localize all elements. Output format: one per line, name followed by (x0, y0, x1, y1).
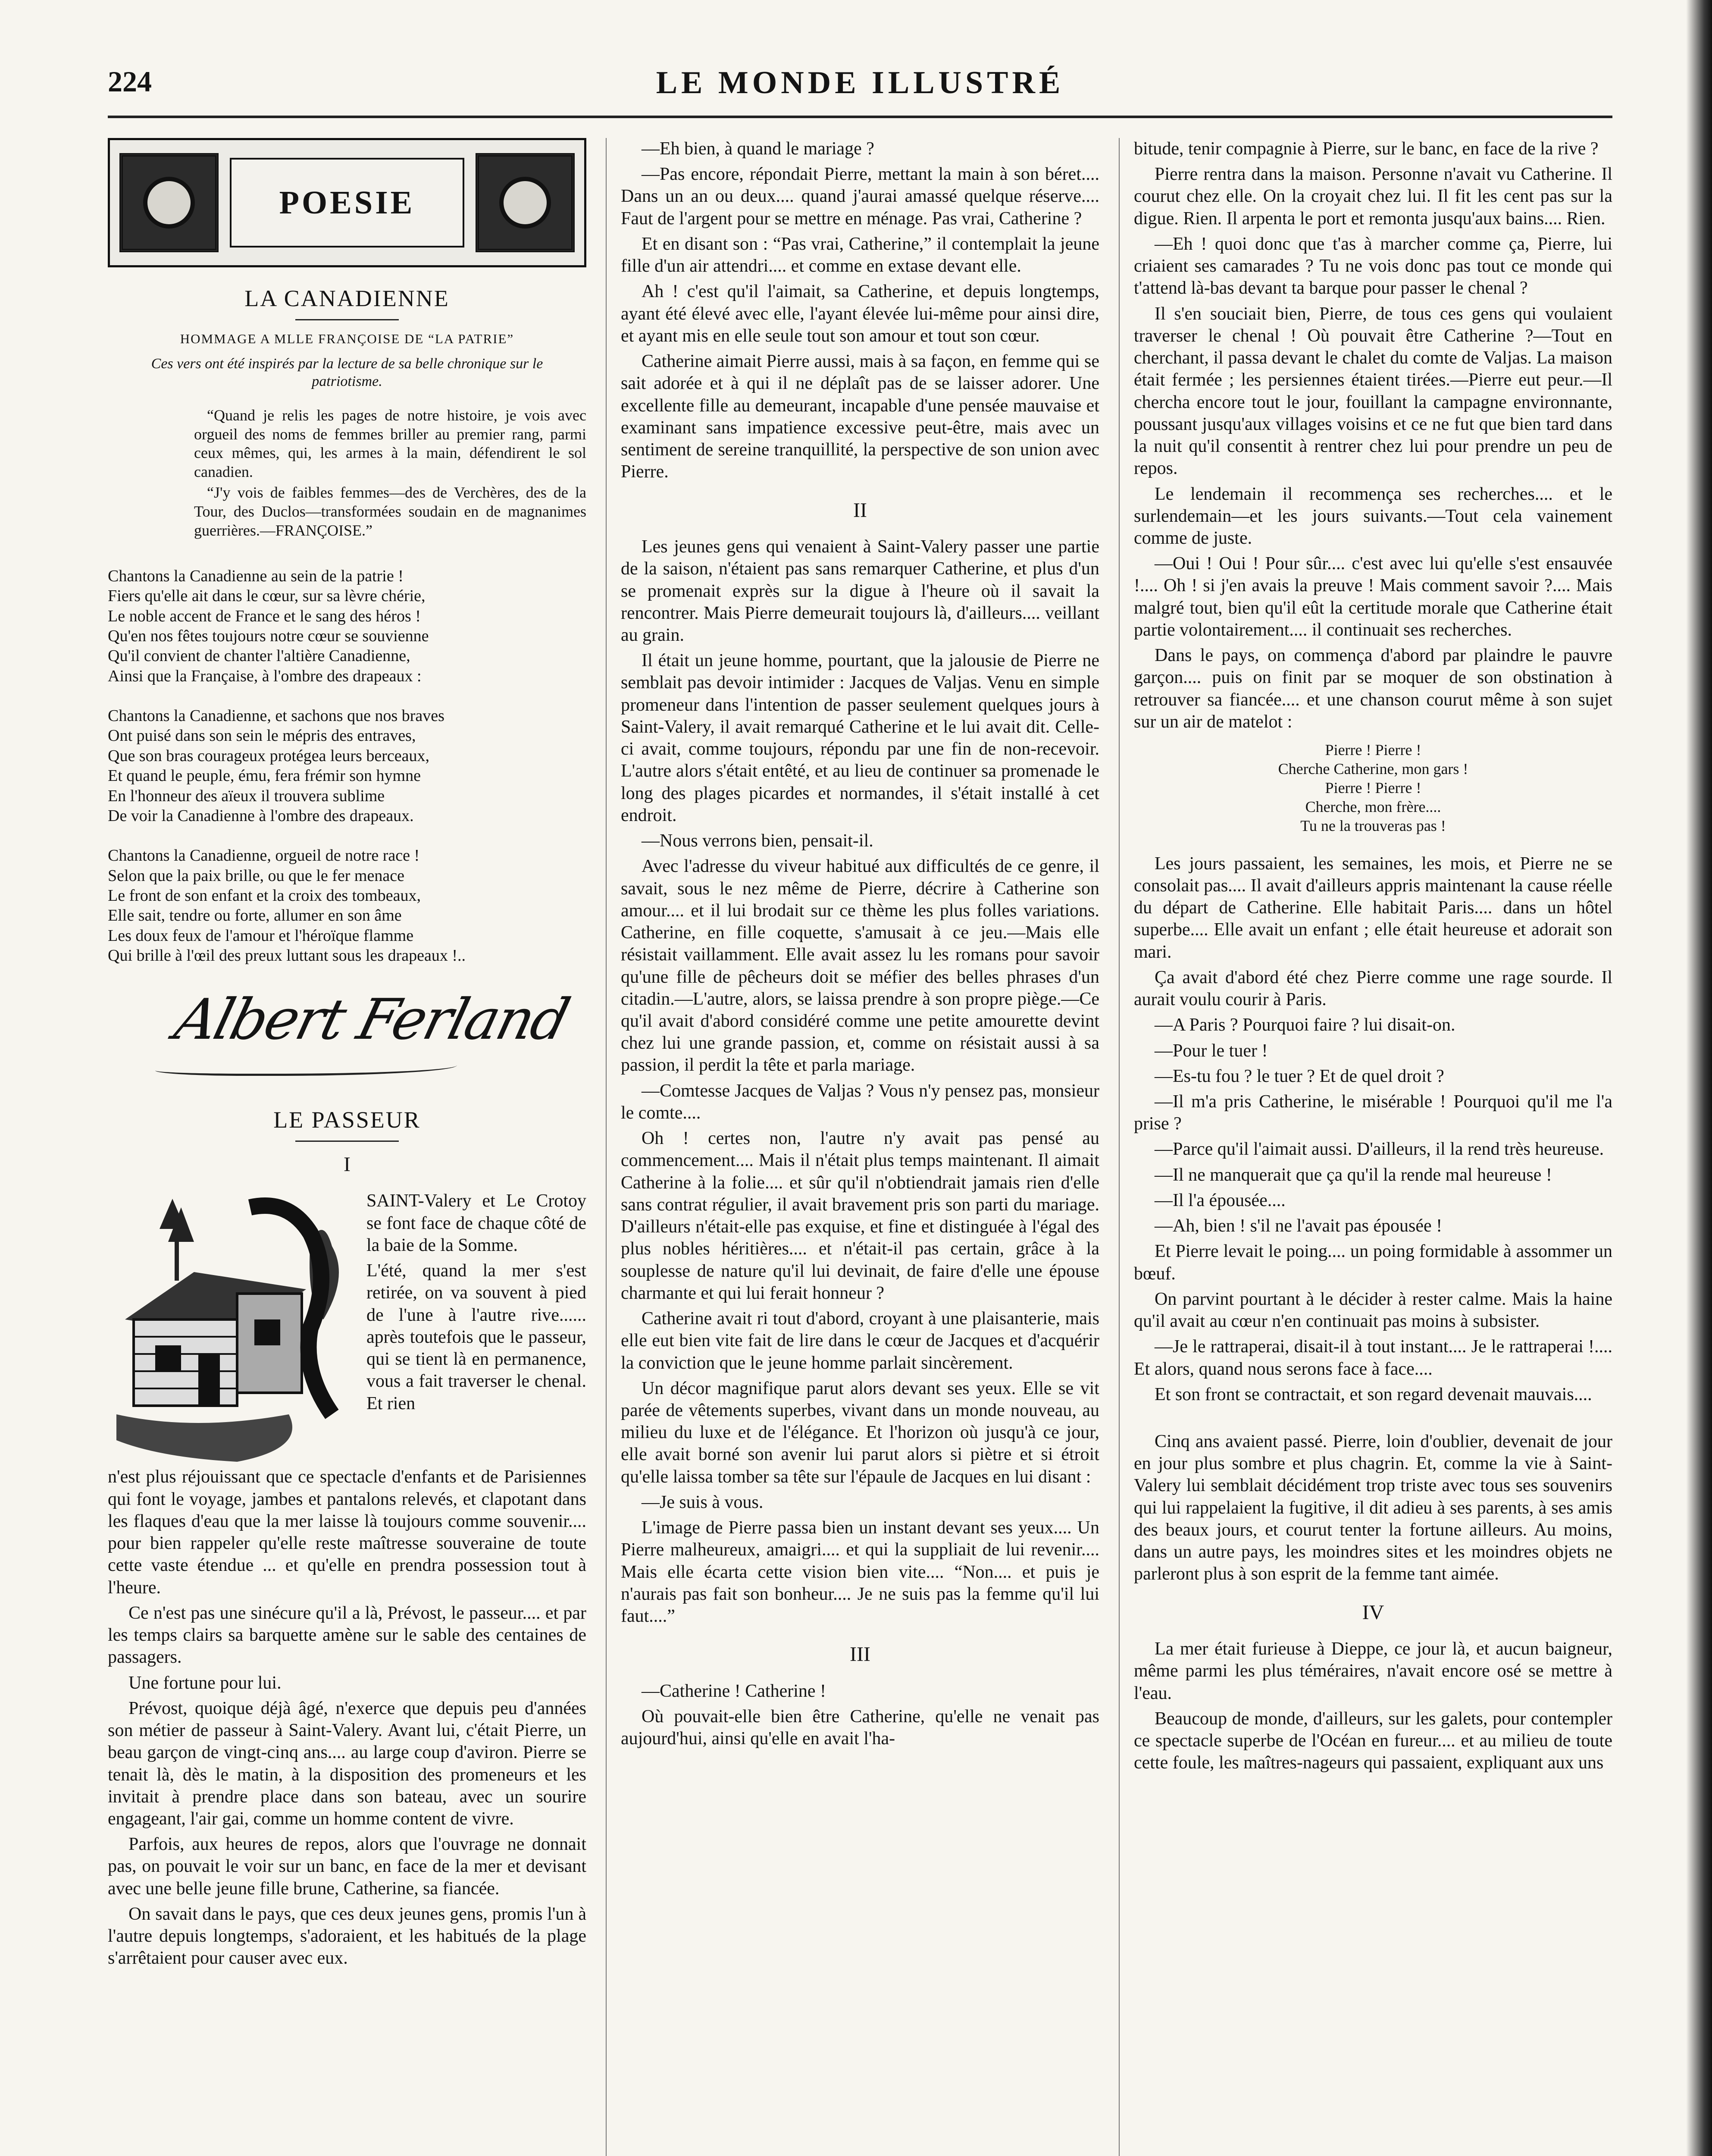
paragraph: —Ah, bien ! s'il ne l'avait pas épousée ! (1155, 1216, 1443, 1236)
verse-line: Qu'en nos fêtes toujours notre cœur se souvienne (108, 627, 429, 646)
verse-line: Fiers qu'elle ait dans le cœur, sur sa lèvre chérie, (108, 587, 426, 605)
verse-line: Et quand le peuple, ému, fera frémir son hymne (108, 767, 421, 785)
paragraph: —Pour le tuer ! (1155, 1040, 1268, 1061)
verse-line: Le noble accent de France et le sang des héros ! (108, 607, 421, 625)
drop-cap-row (108, 1190, 586, 1466)
verse-line: Chantons la Canadienne au sein de la patrie ! (108, 567, 404, 585)
poem-stanza-3 (108, 846, 586, 965)
header-rule (108, 116, 1612, 118)
paragraph: Oh ! certes non, l'autre n'y avait pas pensé au commencement.... Mais il n'était plus temps maintenant. Il aimait Catherine à la folie.... et sûr qu'il n'obtiendrait jamais rien d'elle sans contrat régulier, il avait bravement pris son parti du mariage. D'ailleurs n'était-elle pas exquise, et fine et distinguée à l'égal des plus nobles héritières.... et n'était-il pas certain, grâce à la souplesse de nature qu'il lui devinait, de faire d'elle une épouse charmante et qui lui ferait honneur ? (621, 1128, 1099, 1303)
paragraph: Où pouvait-elle bien être Catherine, qu'elle ne venait pas aujourd'hui, ainsi qu'elle en avait l'ha- (621, 1707, 1099, 1749)
signature-flourish (155, 1058, 457, 1076)
paragraph: —Il ne manquerait que ça qu'il la rende mal heureuse ! (1155, 1165, 1552, 1185)
paragraph: Ah ! c'est qu'il l'aimait, sa Catherine, et depuis longtemps, ayant été élevé avec elle, l'ayant élevée lui-même pour ainsi dire, et ayant mis en elle seule tout son amour et tout son cœur. (621, 282, 1099, 346)
paragraph: bitude, tenir compagnie à Pierre, sur le banc, en face de la rive ? (1134, 139, 1599, 159)
song-verse (1134, 741, 1612, 836)
paragraph: L'été, quand la mer s'est retirée, on va souvent à pied de l'une à l'autre rive...... après toutefois que le passeur, qui se tient là en permanence, vous a fait traverser le chenal. Et rien (366, 1261, 586, 1413)
drop-cap-text (366, 1190, 586, 1466)
verse-line: Elle sait, tendre ou forte, allumer en son âme (108, 906, 402, 925)
paragraph: —Eh ! quoi donc que t'as à marcher comme ça, Pierre, lui criaient ses camarades ? Tu ne vois donc pas tout ce monde qui t'attend là-bas devant ta barque pour passer le chenal ? (1134, 234, 1612, 298)
poem-stanza-2 (108, 706, 586, 826)
paragraph: Les jours passaient, les semaines, les mois, et Pierre ne se consolait pas.... Il avait d'ailleurs appris maintenant la cause réelle du départ de Catherine. Elle habitait Paris.... dans un hôtel superbe.... Elle avait un enfant ; elle était heureuse et adorait son mari. (1134, 853, 1612, 962)
paragraph: On savait dans le pays, que ces deux jeunes gens, promis l'un à l'autre depuis longtemps, s'adoraient, et les habitués de la plage s'arrêtaient pour causer avec eux. (108, 1904, 586, 1968)
verse-line: De voir la Canadienne à l'ombre des drapeaux. (108, 806, 414, 825)
paragraph: Et son front se contractait, et son regard devenait mauvais.... (1155, 1384, 1592, 1404)
column-1 (108, 138, 586, 2156)
song-line: Pierre ! Pierre ! (1325, 779, 1421, 796)
column-2 (621, 138, 1099, 2156)
paragraph: Pierre rentra dans la maison. Personne n'avait vu Catherine. Il courut chez elle. On la croyait chez lui. Il fit les cent pas sur la digue. Rien. Il arpenta le port et remonta jusqu'aux bains.... Rien. (1134, 164, 1612, 229)
verse-line: Ainsi que la Française, à l'ombre des drapeaux : (108, 667, 422, 685)
verse-line: Selon que la paix brille, ou que le fer menace (108, 866, 404, 885)
poem-note: Ces vers ont été inspirés par la lecture de sa belle chronique sur le patriotisme. (151, 355, 543, 390)
section-numeral-3: III (850, 1643, 870, 1666)
paragraph: Il s'en souciait bien, Pierre, de tous ces gens qui voulaient traverser le chenal ! Où pouvait être Catherine ?—Tout en cherchant, il passa devant le chalet du comte de Valjas. La maison était fermée ; les persiennes étaient tirées.—Pierre eut peur.—Il chercha encore tout le jour, fouillant la campagne environnante, poussant jusqu'aux villages voisins et ce ne fut que bien tard dans la nuit qu'il consentit à rentrer chez lui pour prendre un peu de repos. (1134, 304, 1612, 479)
song-line: Cherche, mon frère.... (1305, 798, 1441, 815)
paragraph: Catherine aimait Pierre aussi, mais à sa façon, en femme qui se sait adorée et à qui il ne déplaît pas de se laisser adorer. Une excellente fille au demeurant, incapable d'une pensée mauvaise et examinant sans impatience excessive peut-être, mais avec un sentiment de sereine tranquillité, la perspective de son union avec Pierre. (621, 351, 1099, 482)
poem-stanza-1 (108, 566, 586, 686)
paragraph: Le lendemain il recommença ses recherches.... et le surlendemain—et les jours suivants.—Tout cela vainement comme de juste. (1134, 484, 1612, 548)
paragraph: La mer était furieuse à Dieppe, ce jour là, et aucun baigneur, même parmi les plus téméraires, n'avait encore osé se mettre à l'eau. (1134, 1639, 1612, 1703)
verse-line: Ont puisé dans son sein le mépris des entraves, (108, 727, 416, 745)
paragraph: n'est plus réjouissant que ce spectacle d'enfants et de Parisiennes qui font le voyage, jambes et pantalons relevés, et clapotant dans les flaques d'eau que la mer laisse là toujours comme souvenir.... pour bien rappeler qu'elle reste maîtresse souveraine de toute cette vaste étendue ... et qu'elle en prendra possession tout à l'heure. (108, 1467, 586, 1598)
verse-line: Qu'il convient de chanter l'altière Canadienne, (108, 647, 410, 665)
paragraph: Il était un jeune homme, pourtant, que la jalousie de Pierre ne semblait pas devoir intimider : Jacques de Valjas. Venu en simple promeneur dans l'intention de passer seulement quelques jours à Saint-Valery, il avait remarqué Catherine et le lui avait dit. Celle-ci avait, comme toujours, répondu par une fin de non-recevoir. L'autre alors s'était entêté, et au lieu de continuer sa promenade le long des plages picardes et normandes, il s'était installé à cet endroit. (621, 651, 1099, 825)
song-line: Cherche Catherine, mon gars ! (1278, 760, 1468, 777)
column-divider-2 (1119, 138, 1120, 2156)
paragraph: —Es-tu fou ? le tuer ? Et de quel droit ? (1155, 1066, 1444, 1086)
story-title-rule (295, 1141, 399, 1142)
poem-dedication: HOMMAGE A MLLE FRANÇOISE DE “LA PATRIE” (180, 331, 514, 346)
ornament-icon-left (119, 153, 219, 252)
paragraph: —Je le rattraperai, disait-il à tout instant.... Je le rattraperai !.... Et alors, quand nous serons face à face.... (1134, 1337, 1612, 1379)
paragraph: SAINT-Valery et Le Crotoy se font face de chaque côté de la baie de la Somme. (366, 1191, 586, 1255)
story-title: LE PASSEUR (273, 1107, 421, 1133)
poem-signature: Albert Ferland (169, 987, 575, 1053)
page-header (108, 65, 1612, 112)
paragraph: Ce n'est pas une sinécure qu'il a là, Prévost, le passeur.... et par les temps clairs sa barquette amène sur le sable des centaines de passagers. (108, 1603, 586, 1667)
paragraph: —Je suis à vous. (642, 1492, 764, 1512)
paragraph: —Eh bien, à quand le mariage ? (642, 139, 874, 159)
poesie-banner (108, 138, 586, 267)
paragraph: L'image de Pierre passa bien un instant devant ses yeux.... Un Pierre malheureux, amaigri.... et qui la suppliait de lui revenir.... Mais elle écarta cette vision bien vite.... “Non.... et puis je n'aurais pas fait son bonheur.... Je ne suis pas la femme qu'il lui faut....” (621, 1518, 1099, 1626)
paragraph: —Nous verrons bien, pensait-il. (642, 831, 873, 851)
paragraph: Et en disant son : “Pas vrai, Catherine,” il contemplait la jeune fille d'un air attendri.... et comme en extase devant elle. (621, 234, 1099, 276)
verse-line: Chantons la Canadienne, orgueil de notre race ! (108, 846, 420, 865)
section-gap (1134, 1409, 1612, 1431)
paragraph: On parvint pourtant à le décider à rester calme. Mais la haine qu'il avait au cœur n'en continuait pas moins à subsister. (1134, 1289, 1612, 1332)
page-edge-shadow (1686, 0, 1712, 2156)
paragraph: —Oui ! Oui ! Pour sûr.... c'est avec lui qu'elle s'est ensauvée !.... Oh ! si j'en avais la preuve ! Mais comment savoir ?.... Mais malgré tout, bien qu'il eût la certitude morale que Catherine était partie volontairement.... il continuait ses recherches. (1134, 554, 1612, 640)
section-numeral-1: I (344, 1153, 351, 1176)
cabin-drop-cap-icon (108, 1190, 358, 1466)
paragraph: Les jeunes gens qui venaient à Saint-Valery passer une partie de la saison, n'étaient pas sans remarquer Catherine, et plus d'un se promenait exprès sur la digue à l'heure où il savait la rencontrer. Mais Pierre demeurait toujours là, d'ailleurs.... veillant au grain. (621, 537, 1099, 645)
paragraph: —Il l'a épousée.... (1155, 1190, 1286, 1210)
paragraph: Dans le pays, on commença d'abord par plaindre le pauvre garçon.... puis on finit par se moquer de son obstination à retrouver sa fiancée.... et une chanson courut même à son sujet sur un air de matelot : (1134, 646, 1612, 732)
paragraph: —A Paris ? Pourquoi faire ? lui disait-on. (1155, 1015, 1455, 1035)
paragraph: Beaucoup de monde, d'ailleurs, sur les galets, pour contempler ce spectacle superbe de l'Océan en fureur.... et au milieu de toute cette foule, les maîtres-nageurs qui passaient, expliquant aux uns (1134, 1708, 1612, 1773)
poem-title: LA CANADIENNE (244, 285, 450, 311)
title-rule (295, 319, 399, 320)
ornament-icon-right (476, 153, 575, 252)
section-numeral-4: IV (1362, 1601, 1384, 1624)
verse-line: Chantons la Canadienne, et sachons que nos braves (108, 707, 444, 725)
column-divider-1 (606, 138, 607, 2156)
paragraph: —Pas encore, répondait Pierre, mettant la main à son béret.... Dans un an ou deux.... quand j'aurai amassé quelque réserve.... Faut de l'argent pour se mettre en ménage. Pas vrai, Catherine ? (621, 164, 1099, 229)
paragraph: Un décor magnifique parut alors devant ses yeux. Elle se vit parée de vêtements superbes, vivant dans un monde nouveau, au milieu du luxe et de l'élégance. Et l'horizon où jusqu'à ce jour, elle avait borné son avenir lui parut alors si piètre et si étroit qu'elle laissa tomber sa tête sur l'épaule de Jacques en lui disant : (621, 1378, 1099, 1487)
song-line: Pierre ! Pierre ! (1325, 741, 1421, 759)
paragraph: —Comtesse Jacques de Valjas ? Vous n'y pensez pas, monsieur le comte.... (621, 1081, 1099, 1123)
verse-line: En l'honneur des aïeux il trouvera sublime (108, 787, 385, 805)
column-3 (1134, 138, 1612, 2156)
paragraph: Et Pierre levait le poing.... un poing formidable à assommer un bœuf. (1134, 1241, 1612, 1284)
banner-label: POESIE (230, 158, 464, 248)
paragraph: Parfois, aux heures de repos, alors que l'ouvrage ne donnait pas, on pouvait le voir sur un banc, en face de la mer et devisant avec une belle jeune fille brune, Catherine, sa fiancée. (108, 1834, 586, 1899)
paragraph: Prévost, quoique déjà âgé, n'exerce que depuis peu d'années son métier de passeur à Saint-Valery. Avant lui, c'était Pierre, un beau garçon de vingt-cinq ans.... au large coup d'aviron. Pierre se tenait là, dès le matin, à la disposition des promeneurs et les invitait à prendre place dans son bateau, avec un sourire engageant, l'air gai, comme un homme content de vivre. (108, 1698, 586, 1829)
paragraph: Ça avait d'abord été chez Pierre comme une rage sourde. Il aurait voulu courir à Paris. (1134, 967, 1612, 1010)
paragraph: —Parce qu'il l'aimait aussi. D'ailleurs, il la rend très heureuse. (1155, 1139, 1604, 1159)
verse-line: Le front de son enfant et la croix des tombeaux, (108, 887, 421, 905)
paragraph: Une fortune pour lui. (128, 1673, 282, 1693)
verse-line: Que son bras courageux protégea leurs berceaux, (108, 746, 429, 765)
page-number: 224 (108, 65, 152, 98)
paragraph: Avec l'adresse du viveur habitué aux difficultés de ce genre, il savait, sous le nez même de Pierre, décrire à Catherine son amour.... et il lui brodait sur ce thème les plus folles variations. Catherine, en fille coquette, s'amusait à ce jeu.—Mais elle résistait vaillamment. Elle avait assez lu les romans pour savoir qu'une fille de pêcheurs doit se méfier des belles phrases d'un citadin.—L'autre, alors, se laissa prendre à son propre piège.—Ce qu'il avait d'abord considéré comme une petite amourette devint chez lui une grande passion, et, comme on résistait aussi à sa passion, il perdit la tête et parla mariage. (621, 856, 1099, 1075)
paragraph: Cinq ans avaient passé. Pierre, loin d'oublier, devenait de jour en jour plus sombre et plus chagrin. Et, comme la vie à Saint-Valery lui semblait décidément trop triste avec tous ses souvenirs qui lui rappelaient la fugitive, il dit adieu à ses parents, à ses amis des beaux jours, et courut tenter la fortune ailleurs. Au moins, dans un autre pays, les moindres sites et les moindres objets ne parleront plus à son esprit de la femme tant aimée. (1134, 1432, 1612, 1584)
paragraph: —Catherine ! Catherine ! (642, 1681, 826, 1701)
epigraph-paragraph: “J'y vois de faibles femmes—des de Verchères, des de la Tour, des Duclos—transformées soudain en de magnanimes guerrières.—FRANÇOISE.” (194, 484, 586, 539)
song-line: Tu ne la trouveras pas ! (1300, 817, 1446, 834)
paragraph: Catherine avait ri tout d'abord, croyant à une plaisanterie, mais elle eut bien vite fait de lire dans le cœur de Jacques et d'acquérir la conviction que le jeune homme parlait sincèrement. (621, 1309, 1099, 1373)
verse-line: Qui brille à l'œil des preux luttant sous les drapeaux !.. (108, 946, 466, 965)
epigraph-paragraph: “Quand je relis les pages de notre histoire, je vois avec orgueil des noms de femmes briller au premier rang, parmi ceux mêmes, qui, les armes à la main, défendirent le sol canadien. (194, 406, 586, 481)
running-title: LE MONDE ILLUSTRÉ (656, 65, 1064, 100)
poem-epigraph (194, 406, 586, 540)
verse-line: Les doux feux de l'amour et l'héroïque flamme (108, 926, 414, 945)
section-numeral-2: II (853, 498, 867, 522)
paragraph: —Il m'a pris Catherine, le misérable ! Pourquoi qu'il me l'a prise ? (1134, 1091, 1612, 1134)
